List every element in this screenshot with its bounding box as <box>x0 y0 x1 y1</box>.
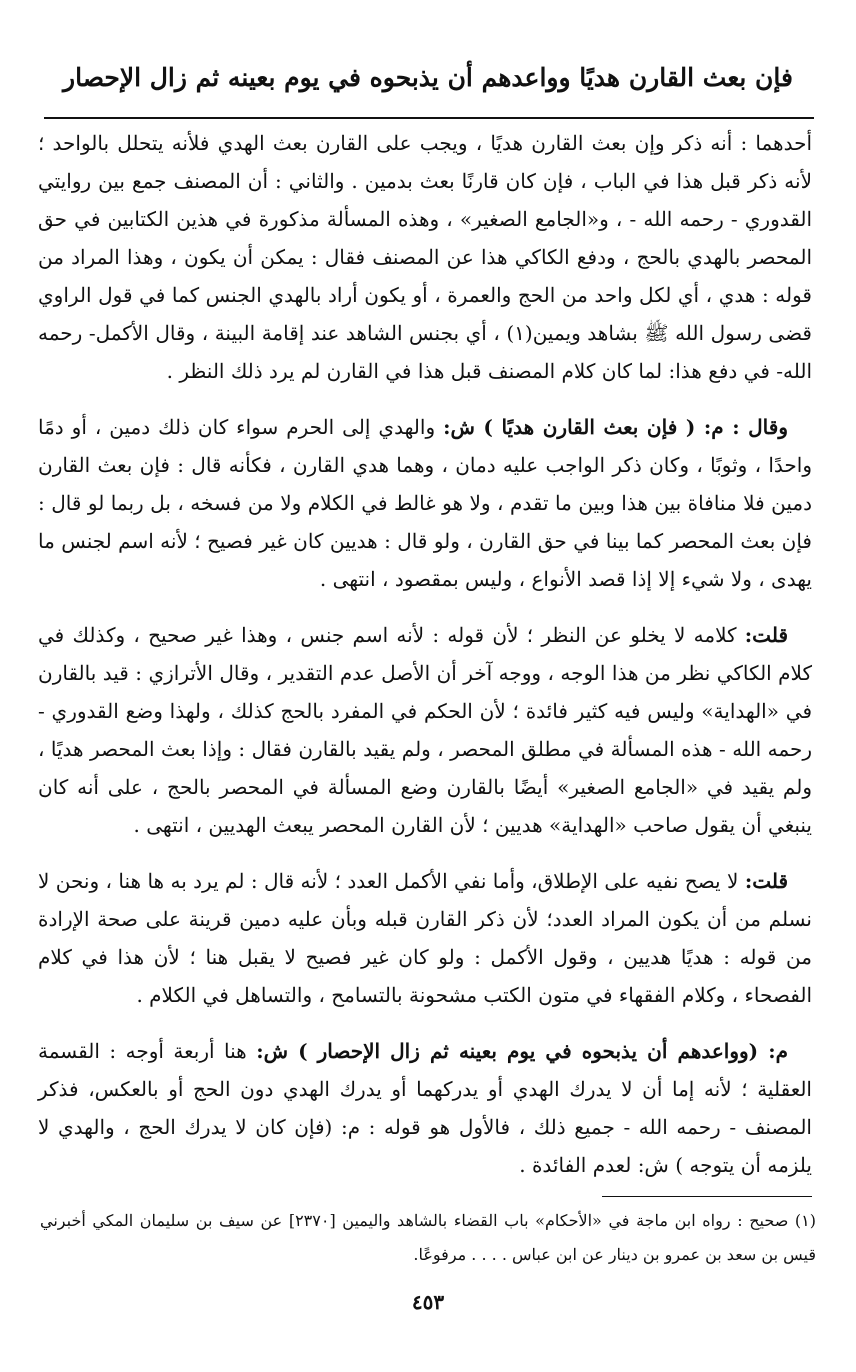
paragraph-5 <box>38 1032 812 1184</box>
paragraph-2 <box>38 408 812 598</box>
paragraph-text: والهدي إلى الحرم سواء كان ذلك دمين ، أو دمًا واحدًا ، وثوبًا ، وكان ذكر الواجب عليه دمان ، وهما هدي القارن ، فكأنه قال : فإن بعث القارن دمين فلا منافاة بين هذا وبين ما تقدم ، ولا هو غالط في الكلام ولا من فسخه ، بل ربما لو قال : فإن بعث المحصر كما بينا في حق القارن ، ولو قال : هديين كان غير فصيح ؛ لأنه اسم لجنس ما يهدى ، ولا شيء إلا إذا قصد الأنواع ، وليس بمقصود ، انتهى . <box>38 415 812 591</box>
footnote-divider <box>602 1196 812 1197</box>
paragraph-text: هنا أربعة أوجه : القسمة العقلية ؛ لأنه إما أن لا يدرك الهدي أو يدركهما أو يدرك الهدي دون الحج أو بالعكس، فذكر المصنف - رحمه الله - جميع ذلك ، فالأول هو قوله : م: (فإن كان لا يدرك الحج ، والهدي لا يلزمه أن يتوجه ) ش: لعدم الفائدة . <box>38 1039 812 1177</box>
running-header: فإن بعث القارن هديًا وواعدهم أن يذبحوه في يوم بعينه ثم زال الإحصار <box>63 63 793 92</box>
paragraph-text: كلامه لا يخلو عن النظر ؛ لأن قوله : لأنه اسم جنس ، وهذا غير صحيح ، وكذلك في كلام الكاكي نظر من هذا الوجه ، ووجه آخر أن الأصل عدم التقدير ، وقال الأترازي : قيد بالقارن في «الهداية» وليس فيه كثير فائدة ؛ لأن الحكم في المفرد بالحج كذلك ، ولهذا وضع القدوري - رحمه الله - هذه المسألة في مطلق المحصر ، ولم يقيد بالقارن فقال : وإذا بعث المحصر هديًا ، ولم يقيد في «الجامع الصغير» أيضًا بالقارن وضع المسألة في المحصر بالحج ، على أنه كان ينبغي أن يقول صاحب «الهداية» هديين ؛ لأن القارن المحصر يبعث الهديين ، انتهى . <box>38 623 812 837</box>
paragraph-1 <box>38 124 812 390</box>
page-number: ٤٥٣ <box>411 1290 445 1314</box>
paragraph-3 <box>38 616 812 844</box>
main-text <box>38 124 812 1202</box>
paragraph-text: لا يصح نفيه على الإطلاق، وأما نفي الأكمل العدد ؛ لأنه قال : لم يرد به ها هنا ، ونحن لا نسلم من أن يكون المراد العدد؛ لأن ذكر القارن قبله وبأن عليه دمين قرينة على صحة الإرادة من قوله : هديًا هديين ، وقول الأكمل : ولو كان غير فصيح لا يقبل هنا ؛ لأن هذا في كلام الفصحاء ، وكلام الفقهاء في متون الكتب مشحونة بالتسامح ، والتساهل في الكلام . <box>38 869 812 1007</box>
footnote: (١) صحيح : رواه ابن ماجة في «الأحكام» باب القضاء بالشاهد واليمين [٢٣٧٠] عن سيف بن سليمان المكي أخبرني قيس بن سعد بن عمرو بن دينار عن ابن عباس . . . . مرفوعًا. <box>40 1211 816 1264</box>
paragraph-text: أحدهما : أنه ذكر وإن بعث القارن هديًا ، ويجب على القارن بعث الهدي فلأنه يتحلل بالواحد ؛ لأنه ذكر قبل هذا في الباب ، فإن كان قارنًا بعث بدمين . والثاني : أن المصنف جمع بين روايتي القدوري - رحمه الله - ، و«الجامع الصغير» ، وهذه المسألة مذكورة في هذين الكتابين في حق المحصر بالهدي بالحج ، ودفع الكاكي هذا عن المصنف فقال : يمكن أن يكون ، وهذا المراد من قوله : هدي ، أي لكل واحد من الحج والعمرة ، أو يكون أراد بالهدي الجنس كما في قول الراوي قضى رسول الله ﷺ بشاهد ويمين(١) ، أي بجنس الشاهد عند إقامة البينة ، وقال الأكمل- رحمه الله- في دفع هذا: لما كان كلام المصنف قبل هذا في القارن لم يرد ذلك النظر . <box>38 131 812 383</box>
paragraph-4 <box>38 862 812 1014</box>
paragraph-lead: قلت: <box>744 623 788 647</box>
paragraph-lead: وقال : م: ( فإن بعث القارن هديًا ) ش: <box>443 415 788 439</box>
paragraph-lead: قلت: <box>744 869 789 893</box>
header-divider <box>44 117 814 119</box>
paragraph-lead: م: (وواعدهم أن يذبحوه في يوم بعينه ثم زال الإحصار ) ش: <box>256 1039 788 1063</box>
